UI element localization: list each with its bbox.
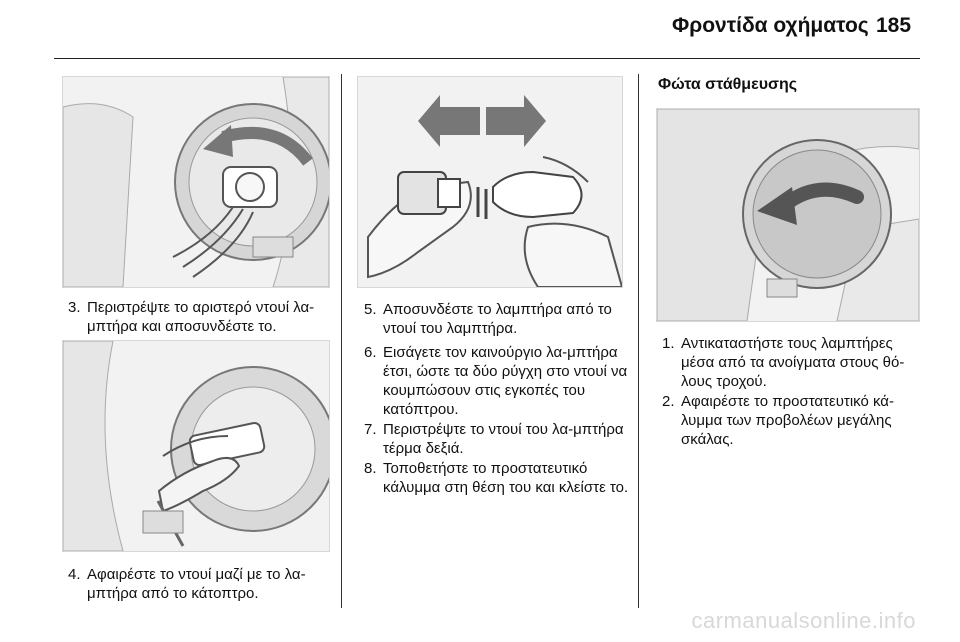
- parking-step-2: [662, 392, 924, 449]
- parking-step-1: [662, 334, 924, 391]
- step-8: [364, 459, 630, 497]
- column-divider-right: [638, 74, 639, 608]
- figure-separate-bulb: [357, 76, 623, 288]
- step-3: [68, 298, 338, 336]
- page-header-title: Φροντίδα οχήματος: [672, 14, 869, 37]
- figure-remove-bulb-holder: [62, 340, 330, 552]
- step-7-text: Περιστρέψτε το ντουί του λα-μπτήρα τέρμα δεξιά.: [383, 421, 624, 457]
- illustration-separate-bulb: [358, 77, 622, 287]
- header-rule: [54, 58, 920, 59]
- step-8-number: 8.: [364, 460, 377, 477]
- illustration-parking-light: [657, 109, 919, 321]
- figure-rotate-bulb-holder: [62, 76, 330, 288]
- parking-step-1-text: Αντικαταστήστε τους λαμπτήρες μέσα από τα ανοίγματα στους θό-λους τροχού.: [681, 335, 905, 390]
- step-5-number: 5.: [364, 301, 377, 318]
- column-divider-left: [341, 74, 342, 608]
- step-7: [364, 420, 630, 458]
- parking-step-2-text: Αφαιρέστε το προστατευτικό κά-λυμμα των προβολέων μεγάλης σκάλας.: [681, 393, 894, 448]
- step-8-text: Τοποθετήστε το προστατευτικό κάλυμμα στη θέση του και κλείστε το.: [383, 460, 629, 496]
- illustration-remove-holder: [63, 341, 329, 551]
- watermark: carmanualsonline.info: [691, 608, 916, 633]
- step-3-number: 3.: [68, 299, 81, 316]
- step-6-number: 6.: [364, 344, 377, 361]
- step-4: [68, 565, 338, 603]
- parking-step-1-number: 1.: [662, 335, 675, 352]
- page-number: 185: [876, 14, 912, 37]
- illustration-rotate-holder: [63, 77, 329, 287]
- step-7-number: 7.: [364, 421, 377, 438]
- step-5: [364, 300, 630, 338]
- step-4-text: Αφαιρέστε το ντουί μαζί με το λα-μπτήρα από το κάτοπτρο.: [87, 566, 306, 602]
- step-5-text: Αποσυνδέστε το λαμπτήρα από το ντουί του λαμπτήρα.: [383, 301, 612, 337]
- step-3-text: Περιστρέψτε το αριστερό ντουί λα-μπτήρα και αποσυνδέστε το.: [87, 299, 315, 335]
- parking-step-2-number: 2.: [662, 393, 675, 410]
- step-6-text: Εισάγετε τον καινούργιο λα-μπτήρα έτσι, ώστε τα δύο ρύγχη στο ντουί να κουμπώσουν στις εγκοπές του κατόπτρου.: [383, 344, 628, 418]
- figure-parking-light-cover: [656, 108, 920, 322]
- step-4-number: 4.: [68, 566, 81, 583]
- step-6: [364, 343, 630, 419]
- section-heading: Φώτα στάθμευσης: [658, 76, 798, 93]
